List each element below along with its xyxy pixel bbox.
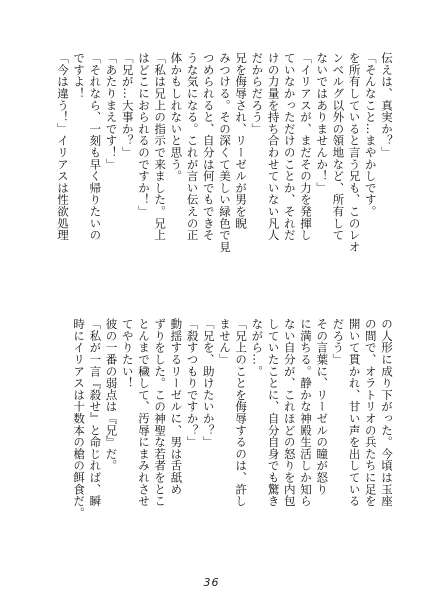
text-line: だろう」 [331, 318, 346, 366]
text-line: 「今は違う！」イリアスは性欲処理 [55, 52, 70, 241]
text-line: ません」 [217, 318, 232, 366]
text-line: 兄を侮辱され、リーゼルが男を睨 [234, 52, 249, 229]
text-line: 体かもしれないと思う。 [169, 52, 184, 182]
text-line: 「そんなこと…まやかしです。 [363, 52, 378, 218]
text-line: の人形に成り下がった。今頃は玉座 [380, 318, 394, 507]
text-line: 「兄を、助けたいか？」 [201, 318, 216, 448]
text-line: の間で、オラトリオの兵たちに足を [363, 318, 378, 507]
text-line: ンベルグ以外の領地など、所有して [331, 52, 346, 241]
text-line: 「兄が…大事か？」 [120, 52, 135, 159]
text-block-lower [39, 318, 395, 558]
text-line: うな気になる。これが言い伝えの正 [185, 52, 200, 241]
text-line: とんまで穢して、汚辱にまみれさせ [136, 318, 151, 507]
text-line: していたことに、自分自身でも驚き [266, 318, 281, 507]
text-line: 時にイリアスは十数本の槍の餌食だ。 [72, 318, 87, 519]
text-line: 「殺すつもりですか？」 [185, 318, 200, 448]
page-number: 36 [203, 576, 220, 589]
text-line: ないではありませんか！」 [315, 52, 330, 194]
text-line: に満ちる。静かな神殿生活しか知ら [298, 318, 313, 507]
text-line: 「イリアスが、まだその力を発揮し [298, 52, 313, 241]
text-line: ない自分が、これほどの怒りを内包 [282, 318, 297, 507]
text-line: てやりたい！ [120, 318, 135, 389]
text-line: ていなかっただけのことか、それだ [282, 52, 297, 241]
text-line: 彼の一番の弱点は『兄』だ。 [104, 318, 119, 472]
text-line: ですよ！ [72, 52, 87, 100]
text-line: 「兄上のことを侮辱するのは、許し [234, 318, 249, 507]
text-line: みつける。その深くて美しい緑色で見 [217, 52, 232, 253]
text-line: けの力量を持ち合わせていない凡人 [266, 52, 281, 241]
text-line: 開いて貫かれ、甘い声を出している [347, 318, 362, 507]
text-line: 「私は兄上の指示で来ました。兄上 [153, 52, 168, 241]
text-line: 伝えは、真実か？」 [380, 52, 394, 159]
text-line: ながら…。 [250, 318, 265, 377]
text-line: つめられると、自分は何でもできそ [201, 52, 216, 241]
text-line: だからだろう」 [250, 52, 265, 135]
text-line: 「あたりまえです！」 [104, 52, 119, 170]
text-line: その言葉に、リーゼルの瞳が怒り [315, 318, 330, 495]
text-line: を所有していると言う兄も、このレオ [347, 52, 362, 253]
text-line: はどこにおられるのですか！」 [136, 52, 151, 218]
text-line: ずりをした。この神聖な若者をとこ [153, 318, 168, 507]
text-block-upper [39, 52, 395, 292]
text-line: 「それなら、一刻も早く帰りたいの [88, 52, 103, 241]
text-line: 動揺するリーゼルに、男は舌舐め [169, 318, 184, 495]
text-line: 「私が一言『殺せ』と命じれば、瞬 [88, 318, 103, 507]
